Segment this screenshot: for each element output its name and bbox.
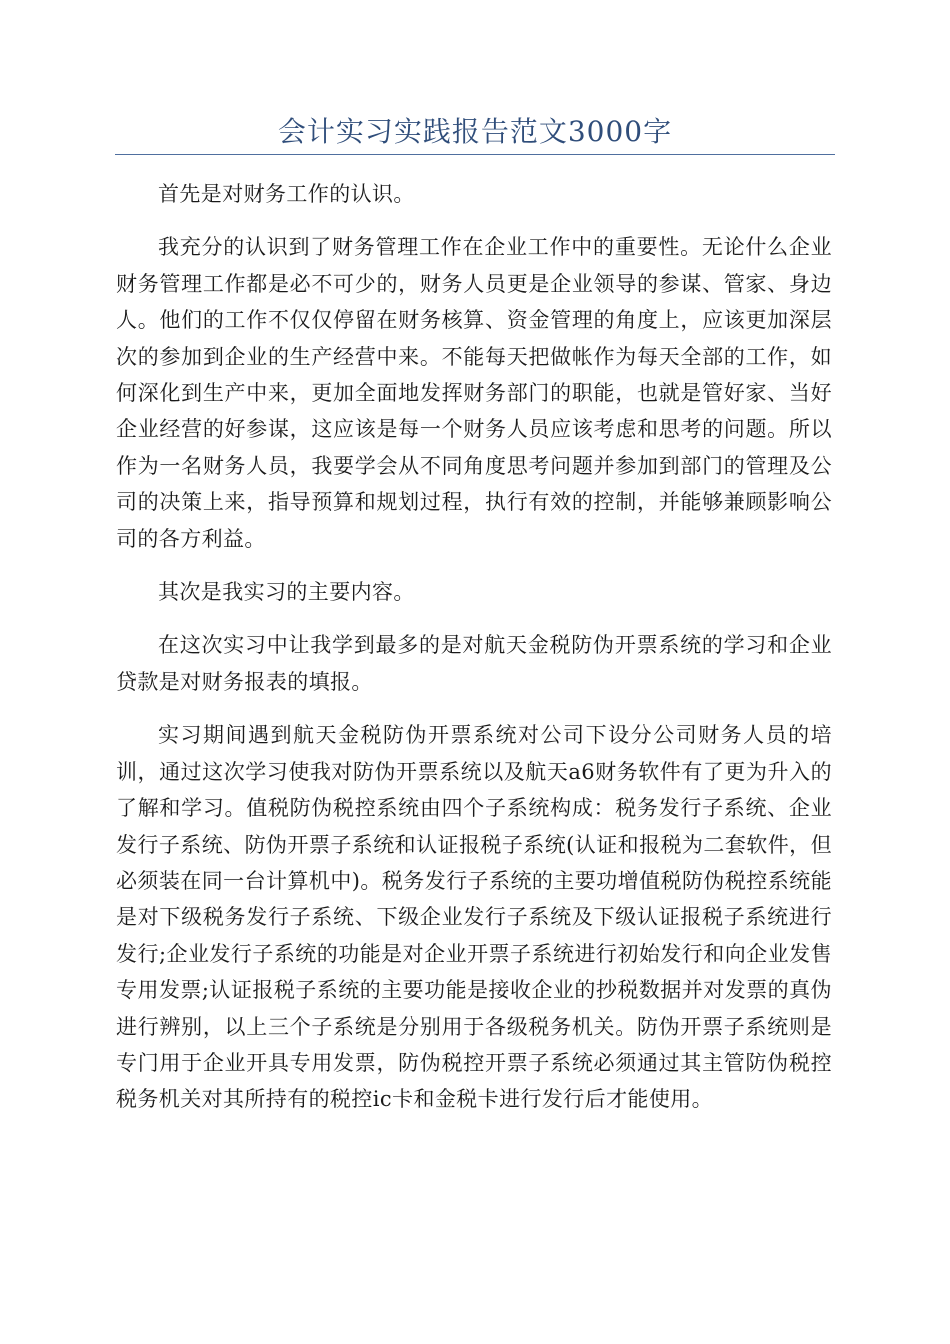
paragraph-intro-content: 其次是我实习的主要内容。 <box>158 580 415 605</box>
paragraph-tax-system: 实习期间遇到航天金税防伪开票系统对公司下设分公司财务人员的培训，通过这次学习使我对防伪开票系统以及航天a6财务软件有了更为升入的了解和学习。值税防伪税控系统由四个子系统构成：税务发行子系统、企业发行子系统、防伪开票子系统和认证报税子系统(认证和报税为二套软件，但必须装在同一台计算机中)。税务发行子系统的主要功增值税防伪税控系统能是对下级税务发行子系统、下级企业发行子系统及下级认证报税子系统进行发行;企业发行子系统的功能是对企业开票子系统进行初始发行和向企业发售专用发票;认证报税子系统的主要功能是接收企业的抄税数据并对发票的真伪进行辨别，以上三个子系统是分别用于各级税务机关。防伪开票子系统则是专门用于企业开具专用发票，防伪税控开票子系统必须通过其主管防伪税控税务机关对其所持有的税控ic卡和金税卡进行发行后才能使用。 <box>116 723 832 1112</box>
document-title: 会计实习实践报告范文3000字 <box>277 115 673 148</box>
paragraph-learning-focus: 在这次实习中让我学到最多的是对航天金税防伪开票系统的学习和企业贷款是对财务报表的填报。 <box>116 633 832 694</box>
document-body <box>116 176 832 1135</box>
paragraph-finance-understanding: 我充分的认识到了财务管理工作在企业工作中的重要性。无论什么企业财务管理工作都是必不可少的，财务人员更是企业领导的参谋、管家、身边人。他们的工作不仅仅停留在财务核算、资金管理的角度上，应该更加深层次的参加到企业的生产经营中来。不能每天把做帐作为每天全部的工作，如何深化到生产中来，更加全面地发挥财务部门的职能，也就是管好家、当好企业经营的好参谋，这应该是每一个财务人员应该考虑和思考的问题。所以作为一名财务人员，我要学会从不同角度思考问题并参加到部门的管理及公司的决策上来，指导预算和规划过程，执行有效的控制，并能够兼顾影响公司的各方利益。 <box>116 235 832 551</box>
title-underline <box>115 154 835 155</box>
paragraph-intro-finance: 首先是对财务工作的认识。 <box>158 182 415 206</box>
